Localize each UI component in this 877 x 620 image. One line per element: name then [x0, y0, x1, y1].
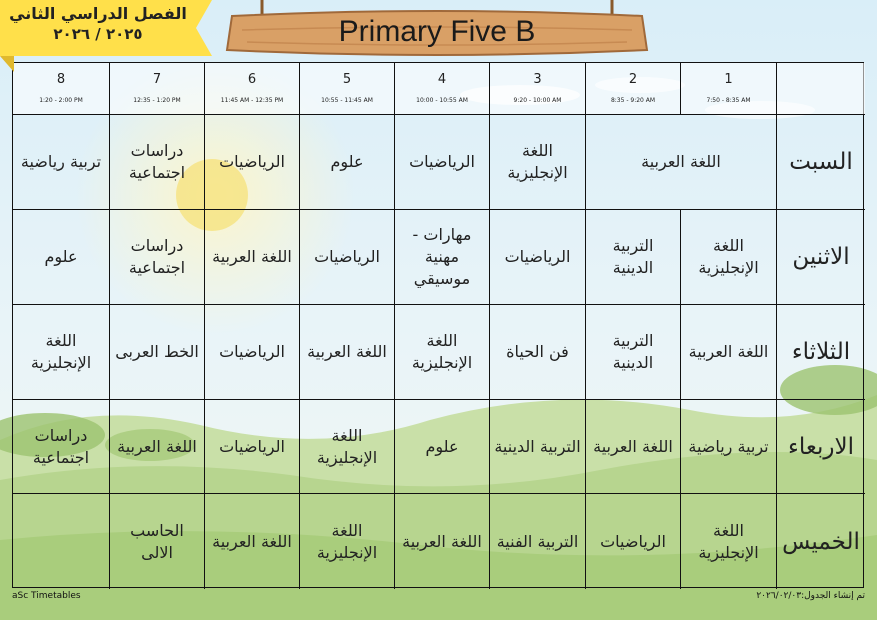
period-time: 1:20 - 2:00 PM [39, 96, 83, 104]
period-header [205, 63, 300, 115]
period-header [490, 63, 586, 115]
day-label: الثلاثاء [777, 305, 865, 400]
period-header [300, 63, 395, 115]
period-header [395, 63, 490, 115]
timetable-grid [12, 62, 864, 588]
period-number: 5 [342, 71, 352, 87]
period-number: 3 [533, 71, 542, 87]
period-time: 9:20 - 10:00 AM [513, 96, 562, 104]
lesson-cell: دراسات اجتماعية [13, 400, 110, 494]
day-label: السبت [777, 115, 865, 210]
period-time: 8:35 - 9:20 AM [610, 96, 656, 104]
period-number: 7 [152, 71, 162, 87]
lesson-cell: مهارات - مهنية موسيقي [395, 210, 490, 305]
lesson-cell: الرياضيات [490, 210, 586, 305]
day-label: الخميس [782, 528, 860, 555]
lesson-cell: اللغة الإنجليزية [681, 210, 777, 305]
period-number: 6 [247, 71, 257, 87]
lesson-cell [13, 494, 110, 589]
period-header [681, 63, 777, 115]
lesson-cell: اللغة الإنجليزية [300, 400, 395, 494]
day-label: الاربعاء [777, 400, 865, 494]
lesson-cell: علوم [395, 400, 490, 494]
lesson-cell: اللغة الإنجليزية [681, 494, 777, 589]
header-corner [777, 63, 865, 115]
lesson-cell: اللغة الإنجليزية [490, 115, 586, 210]
lesson-cell: التربية الدينية [586, 305, 681, 400]
lesson-cell: الرياضيات [205, 305, 300, 400]
lesson-cell: فن الحياة [490, 305, 586, 400]
lesson-cell: الرياضيات [586, 494, 681, 589]
period-time: 10:00 - 10:55 AM [416, 96, 468, 104]
term-year: ٢٠٢٥ / ٢٠٢٦ [53, 25, 143, 43]
lesson-cell: اللغة العربية [300, 305, 395, 400]
lesson-cell: اللغة العربية [586, 400, 681, 494]
lesson-cell: اللغة العربية [205, 494, 300, 589]
lesson-cell: اللغة الإنجليزية [395, 305, 490, 400]
lesson-cell: الخط العربى [110, 305, 205, 400]
lesson-cell: اللغة العربية [681, 305, 777, 400]
period-number: 4 [437, 71, 447, 87]
lesson-cell: التربية الدينية [586, 210, 681, 305]
lesson-cell: اللغة الإنجليزية [13, 305, 110, 400]
period-number: 1 [724, 71, 733, 87]
lesson-cell: الرياضيات [205, 115, 300, 210]
period-time: 7:50 - 8:35 AM [706, 96, 751, 104]
lesson-cell: علوم [300, 115, 395, 210]
class-title: Primary Five B [338, 15, 536, 48]
lesson-cell: اللغة العربية [205, 210, 300, 305]
lesson-cell: الحاسب الالى [110, 494, 205, 589]
period-header [586, 63, 681, 115]
footer-generator: aSc Timetables [12, 591, 81, 601]
lesson-cell: الرياضيات [395, 115, 490, 210]
lesson-cell: اللغة الإنجليزية [300, 494, 395, 589]
day-label: الاثنين [777, 210, 865, 305]
lesson-cell: تربية رياضية [681, 400, 777, 494]
period-number: 8 [56, 71, 66, 87]
lesson-cell: دراسات اجتماعية [110, 210, 205, 305]
lesson-cell: تربية رياضية [13, 115, 110, 210]
lesson-cell: دراسات اجتماعية [110, 115, 205, 210]
lesson-cell: علوم [13, 210, 110, 305]
lesson-cell: الرياضيات [205, 400, 300, 494]
period-time: 12:35 - 1:20 PM [133, 96, 181, 104]
term-label [0, 4, 196, 44]
lesson-cell: التربية الفنية [490, 494, 586, 589]
period-number: 2 [628, 71, 638, 87]
period-time: 11:45 AM - 12:35 PM [220, 96, 284, 104]
lesson-cell: اللغة العربية [395, 494, 490, 589]
footer-created-date: تم إنشاء الجدول:٢٠٢٦/٠٢/٠٣ [756, 591, 865, 601]
lesson-cell: اللغة العربية [110, 400, 205, 494]
term-semester: الفصل الدراسي الثاني [9, 4, 187, 23]
period-time: 10:55 - 11:45 AM [321, 96, 373, 104]
lesson-cell: الرياضيات [300, 210, 395, 305]
lesson-cell: اللغة العربية [586, 115, 777, 210]
lesson-cell: التربية الدينية [490, 400, 586, 494]
